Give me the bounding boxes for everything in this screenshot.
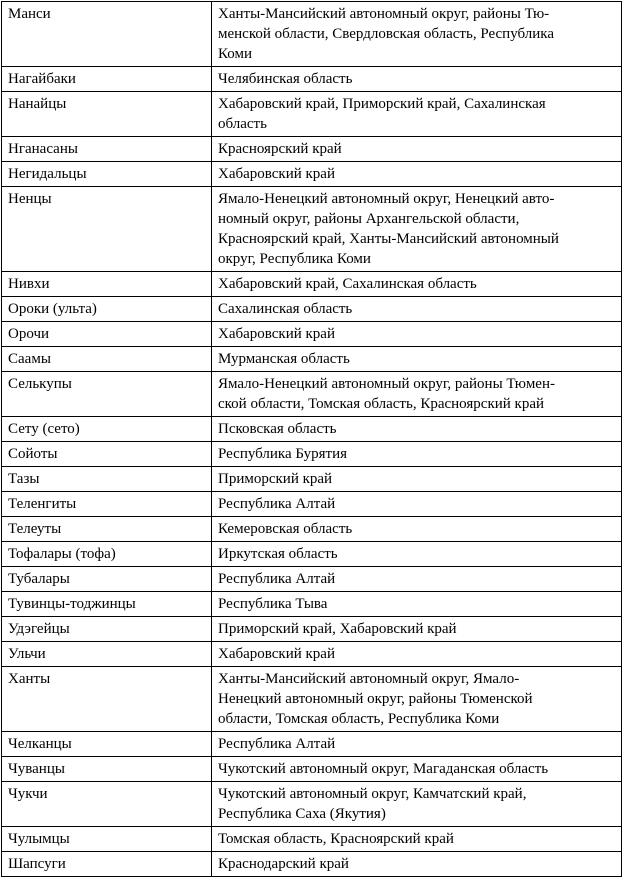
people-name-cell: Удэгейцы bbox=[2, 617, 212, 642]
people-name-cell: Теленгиты bbox=[2, 492, 212, 517]
table-row bbox=[2, 567, 622, 592]
regions-line: Иркутская область bbox=[218, 546, 338, 562]
people-name-cell: Ханты bbox=[2, 667, 212, 732]
people-name-cell: Тазы bbox=[2, 467, 212, 492]
people-name-cell: Тофалары (тофа) bbox=[2, 542, 212, 567]
people-name-cell: Чукчи bbox=[2, 782, 212, 827]
table-row bbox=[2, 732, 622, 757]
regions-line: округ, Республика Коми bbox=[218, 251, 371, 267]
people-name-cell: Ороки (ульта) bbox=[2, 297, 212, 322]
table-row bbox=[2, 642, 622, 667]
people-name-cell: Чуванцы bbox=[2, 757, 212, 782]
table-row bbox=[2, 92, 622, 137]
regions-cell bbox=[212, 827, 622, 852]
regions-cell bbox=[212, 467, 622, 492]
table-row bbox=[2, 852, 622, 877]
table-row bbox=[2, 162, 622, 187]
table-body bbox=[2, 2, 622, 877]
regions-line: Республика Бурятия bbox=[218, 446, 348, 462]
people-name-cell: Нагайбаки bbox=[2, 67, 212, 92]
table-row bbox=[2, 517, 622, 542]
regions-cell bbox=[212, 567, 622, 592]
regions-line: ской области, Томская область, Красноярский край bbox=[218, 396, 545, 412]
regions-line: Сахалинская область bbox=[218, 301, 353, 317]
table-row bbox=[2, 442, 622, 467]
regions-line: Ненецкий автономный округ, районы Тюменской bbox=[218, 691, 533, 707]
table-row bbox=[2, 467, 622, 492]
regions-cell bbox=[212, 297, 622, 322]
table-row bbox=[2, 782, 622, 827]
table-row bbox=[2, 2, 622, 67]
people-name-cell: Нганасаны bbox=[2, 137, 212, 162]
people-name-cell: Нивхи bbox=[2, 272, 212, 297]
regions-line: Ямало-Ненецкий автономный округ, Ненецкий авто- bbox=[218, 191, 555, 207]
table-row bbox=[2, 137, 622, 162]
regions-cell bbox=[212, 732, 622, 757]
regions-line: Краснодарский край bbox=[218, 856, 349, 872]
people-name-cell: Тувинцы-тоджинцы bbox=[2, 592, 212, 617]
regions-line: Приморский край bbox=[218, 471, 333, 487]
regions-cell bbox=[212, 592, 622, 617]
people-name-cell: Орочи bbox=[2, 322, 212, 347]
regions-cell bbox=[212, 617, 622, 642]
regions-cell bbox=[212, 372, 622, 417]
people-name-cell: Негидальцы bbox=[2, 162, 212, 187]
regions-cell bbox=[212, 187, 622, 272]
regions-line: менской области, Свердловская область, Республика bbox=[218, 26, 554, 42]
table-row bbox=[2, 542, 622, 567]
people-name-cell: Сету (сето) bbox=[2, 417, 212, 442]
regions-line: Псковская область bbox=[218, 421, 337, 437]
regions-cell bbox=[212, 162, 622, 187]
regions-cell bbox=[212, 667, 622, 732]
regions-line: Хабаровский край bbox=[218, 166, 335, 182]
regions-line: Приморский край, Хабаровский край bbox=[218, 621, 457, 637]
regions-cell bbox=[212, 137, 622, 162]
people-name-cell: Шапсуги bbox=[2, 852, 212, 877]
regions-line: Коми bbox=[218, 46, 252, 62]
table-row bbox=[2, 617, 622, 642]
regions-line: Мурманская область bbox=[218, 351, 350, 367]
regions-cell bbox=[212, 92, 622, 137]
regions-cell bbox=[212, 492, 622, 517]
table-row bbox=[2, 667, 622, 732]
regions-cell bbox=[212, 542, 622, 567]
people-name-cell: Челканцы bbox=[2, 732, 212, 757]
table-row bbox=[2, 347, 622, 372]
regions-cell bbox=[212, 757, 622, 782]
people-name-cell: Сойоты bbox=[2, 442, 212, 467]
regions-line: Чукотский автономный округ, Магаданская область bbox=[218, 761, 549, 777]
regions-line: Хабаровский край bbox=[218, 326, 335, 342]
regions-line: Томская область, Красноярский край bbox=[218, 831, 454, 847]
people-name-cell: Ульчи bbox=[2, 642, 212, 667]
table-row bbox=[2, 417, 622, 442]
regions-line: Чукотский автономный округ, Камчатский край, bbox=[218, 786, 527, 802]
regions-line: Республика Саха (Якутия) bbox=[218, 806, 386, 822]
regions-cell bbox=[212, 642, 622, 667]
regions-cell bbox=[212, 517, 622, 542]
regions-line: области, Томская область, Республика Коми bbox=[218, 711, 500, 727]
regions-line: Челябинская область bbox=[218, 71, 353, 87]
regions-line: Ямало-Ненецкий автономный округ, районы Тюмен- bbox=[218, 376, 555, 392]
regions-cell bbox=[212, 272, 622, 297]
regions-line: Республика Алтай bbox=[218, 496, 336, 512]
regions-line: Красноярский край, Ханты-Мансийский автономный bbox=[218, 231, 559, 247]
table-row bbox=[2, 322, 622, 347]
regions-line: область bbox=[218, 116, 267, 132]
table-row bbox=[2, 297, 622, 322]
regions-line: Республика Тыва bbox=[218, 596, 328, 612]
table-row bbox=[2, 187, 622, 272]
people-name-cell: Телеуты bbox=[2, 517, 212, 542]
table-row bbox=[2, 757, 622, 782]
regions-cell bbox=[212, 852, 622, 877]
regions-line: Республика Алтай bbox=[218, 736, 336, 752]
regions-cell bbox=[212, 347, 622, 372]
table-row bbox=[2, 272, 622, 297]
regions-cell bbox=[212, 442, 622, 467]
regions-line: Хабаровский край, Сахалинская область bbox=[218, 276, 477, 292]
regions-cell bbox=[212, 322, 622, 347]
people-name-cell: Саамы bbox=[2, 347, 212, 372]
table-row bbox=[2, 592, 622, 617]
table-row bbox=[2, 372, 622, 417]
regions-cell bbox=[212, 2, 622, 67]
regions-cell bbox=[212, 782, 622, 827]
people-name-cell: Ненцы bbox=[2, 187, 212, 272]
regions-line: Республика Алтай bbox=[218, 571, 336, 587]
people-name-cell: Чулымцы bbox=[2, 827, 212, 852]
table-row bbox=[2, 492, 622, 517]
regions-line: Ханты-Мансийский автономный округ, Ямало- bbox=[218, 671, 520, 687]
regions-line: Хабаровский край, Приморский край, Сахалинская bbox=[218, 96, 546, 112]
regions-line: Кемеровская область bbox=[218, 521, 353, 537]
table-row bbox=[2, 827, 622, 852]
regions-cell bbox=[212, 417, 622, 442]
regions-line: Красноярский край bbox=[218, 141, 342, 157]
people-name-cell: Тубалары bbox=[2, 567, 212, 592]
table-row bbox=[2, 67, 622, 92]
regions-cell bbox=[212, 67, 622, 92]
regions-line: Ханты-Мансийский автономный округ, районы Тю- bbox=[218, 6, 550, 22]
people-name-cell: Манси bbox=[2, 2, 212, 67]
regions-line: номный округ, районы Архангельской области, bbox=[218, 211, 520, 227]
regions-line: Хабаровский край bbox=[218, 646, 335, 662]
people-name-cell: Нанайцы bbox=[2, 92, 212, 137]
peoples-regions-table bbox=[1, 1, 622, 877]
people-name-cell: Селькупы bbox=[2, 372, 212, 417]
